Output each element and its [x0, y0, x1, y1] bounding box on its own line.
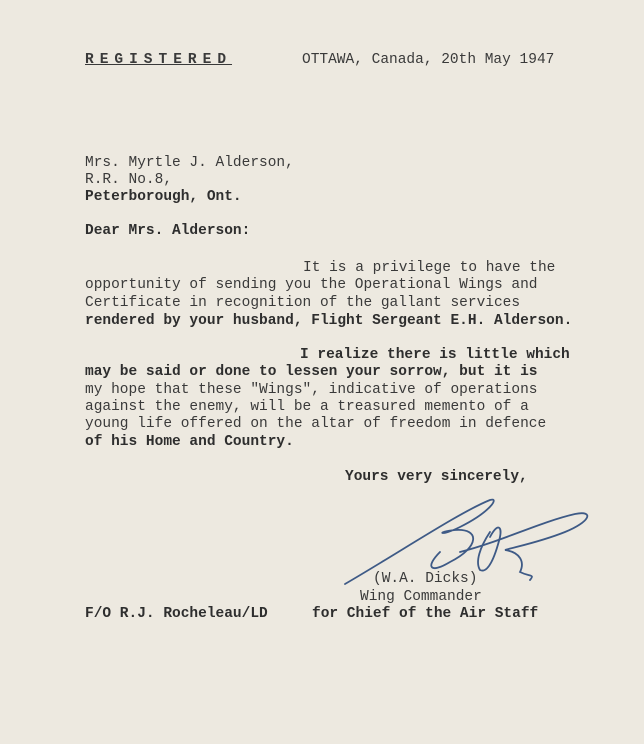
- address-line: Mrs. Myrtle J. Alderson,: [85, 155, 294, 171]
- paragraph-line: Certificate in recognition of the gallant services: [85, 295, 521, 311]
- paragraph-line: young life offered on the altar of freedom in defence: [85, 416, 547, 432]
- reference-initials: F/O R.J. Rocheleau/LD: [85, 606, 268, 622]
- signatory-rank: Wing Commander: [360, 589, 482, 605]
- paragraph-line: opportunity of sending you the Operational Wings and: [85, 277, 538, 293]
- place-date: OTTAWA, Canada, 20th May 1947: [302, 52, 555, 68]
- paragraph-line: against the enemy, will be a treasured memento of a: [85, 399, 529, 415]
- paragraph-line: of his Home and Country.: [85, 434, 294, 450]
- signatory-name: (W.A. Dicks): [373, 571, 478, 587]
- salutation: Dear Mrs. Alderson:: [85, 223, 251, 239]
- paragraph-line: It is a privilege to have the: [303, 260, 556, 276]
- signatory-title: for Chief of the Air Staff: [312, 606, 539, 622]
- closing: Yours very sincerely,: [345, 469, 528, 485]
- address-line: Peterborough, Ont.: [85, 189, 242, 205]
- address-line: R.R. No.8,: [85, 172, 173, 188]
- paragraph-line: rendered by your husband, Flight Sergeant E.H. Alderson.: [85, 313, 573, 329]
- paragraph-line: may be said or done to lessen your sorrow, but it is: [85, 364, 538, 380]
- registered-label: REGISTERED: [85, 52, 233, 68]
- paragraph-line: my hope that these "Wings", indicative of operations: [85, 382, 538, 398]
- paragraph-line: I realize there is little which: [300, 347, 570, 363]
